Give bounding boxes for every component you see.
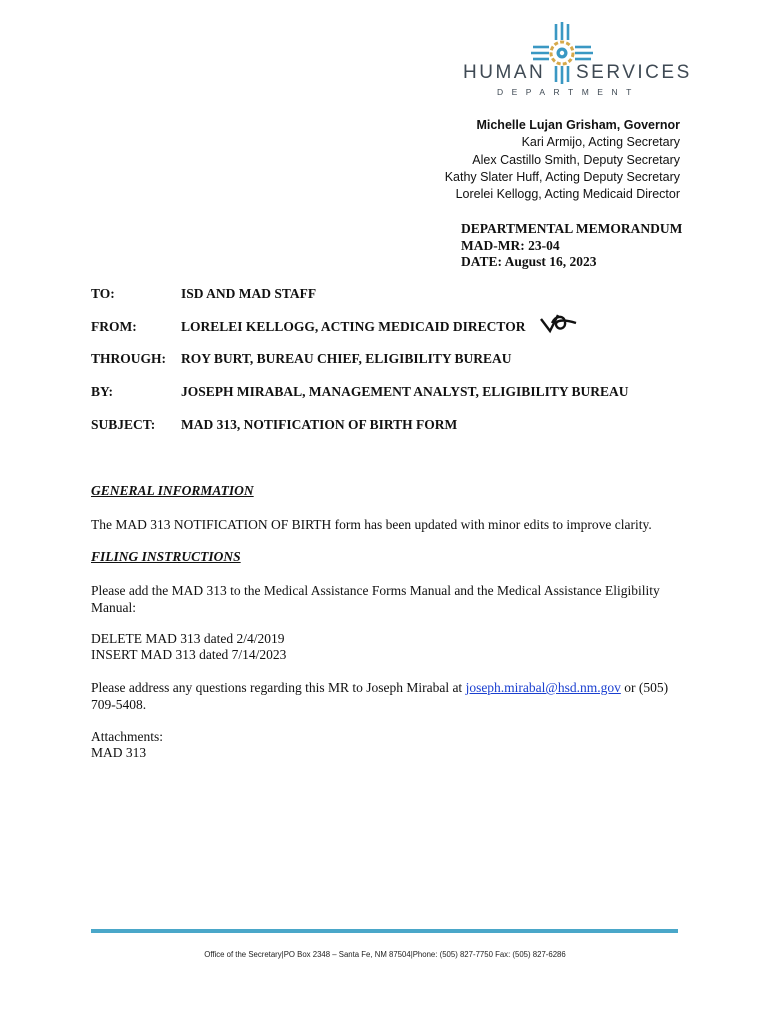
by-value: JOSEPH MIRABAL, MANAGEMENT ANALYST, ELIGIBILITY BUREAU: [181, 384, 629, 399]
from-label: FROM:: [91, 319, 137, 334]
filing-instructions-heading: FILING INSTRUCTIONS: [91, 549, 241, 564]
memo-date: DATE: August 16, 2023: [461, 254, 597, 269]
through-value: ROY BURT, BUREAU CHIEF, ELIGIBILITY BUREAU: [181, 351, 512, 366]
questions-text-pre: Please address any questions regarding this MR to Joseph Mirabal at: [91, 680, 466, 695]
logo-word-human: HUMAN: [463, 62, 546, 83]
signature-initials-icon: [538, 311, 578, 335]
delete-instruction: DELETE MAD 313 dated 2/4/2019: [91, 631, 285, 646]
to-value: ISD AND MAD STAFF: [181, 286, 317, 301]
secretary-name: Kari Armijo, Acting Secretary: [521, 135, 680, 150]
through-label: THROUGH:: [91, 351, 167, 366]
logo-tagline: DEPARTMENT: [497, 87, 640, 97]
deputy-secretary-name: Alex Castillo Smith, Deputy Secretary: [472, 152, 680, 167]
to-label: TO:: [91, 286, 115, 301]
general-information-heading: GENERAL INFORMATION: [91, 483, 254, 498]
attachment-item: MAD 313: [91, 745, 147, 760]
filing-instructions-text: Please add the MAD 313 to the Medical Assistance Forms Manual and the Medical Assistance Eligibility Manual:: [91, 583, 660, 615]
attachments-label: Attachments:: [91, 729, 163, 744]
general-information-text: The MAD 313 NOTIFICATION OF BIRTH form has been updated with minor edits to improve clarity.: [91, 517, 652, 532]
memo-header: [461, 221, 682, 271]
insert-instruction: INSERT MAD 313 dated 7/14/2023: [91, 647, 287, 662]
subject-label: SUBJECT:: [91, 417, 156, 432]
by-label: BY:: [91, 384, 114, 399]
memo-type: DEPARTMENTAL MEMORANDUM: [461, 221, 683, 236]
governor-name: Michelle Lujan Grisham, Governor: [476, 118, 680, 132]
memo-number: MAD-MR: 23-04: [461, 237, 560, 253]
from-value: LORELEI KELLOGG, ACTING MEDICAID DIRECTOR: [181, 319, 526, 334]
questions-text-post: or (505) 709-5408.: [91, 680, 669, 712]
officials-block: [445, 117, 680, 203]
acting-deputy-name: Kathy Slater Huff, Acting Deputy Secretary: [444, 169, 680, 184]
questions-paragraph: [91, 680, 691, 713]
logo-word-services: SERVICES: [576, 62, 692, 83]
subject-value: MAD 313, NOTIFICATION OF BIRTH FORM: [181, 417, 458, 432]
footer-divider: [91, 929, 678, 933]
medicaid-director-name: Lorelei Kellogg, Acting Medicaid Director: [455, 187, 680, 202]
contact-email-link[interactable]: joseph.mirabal@hsd.nm.gov: [465, 680, 621, 695]
footer-address: Office of the Secretary|PO Box 2348 – Santa Fe, NM 87504|Phone: (505) 827-7750 Fax: (505) 827-6286: [204, 950, 566, 959]
